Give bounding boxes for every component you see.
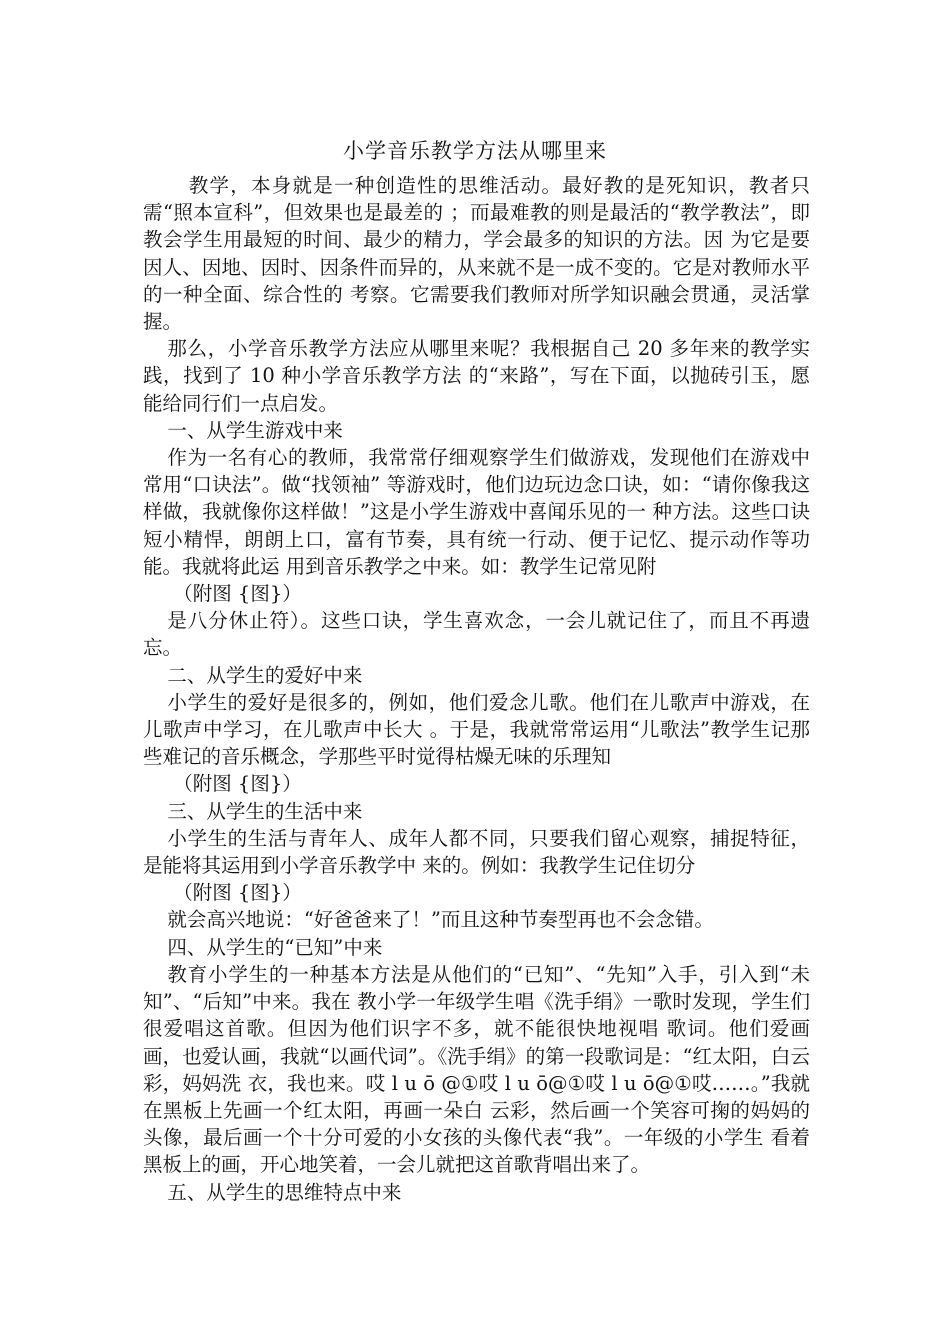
section-heading: 二、从学生的爱好中来 bbox=[167, 663, 363, 687]
figure-placeholder: （附图 {图}） bbox=[173, 582, 302, 606]
paragraph: 教育小学生的一种基本方法是从他们的“已知”、“先知”入手，引入到“未知”、“后知”中来。我在 教小学一年级学生唱《洗手绢》一歌时发现，学生们很爱唱这首歌。但因为他们识字不多，就不能很快地视唱 歌词。他们爱画画，也爱认画，我就“以画代词”。《洗手绢》的第一段歌词是：“红太阳，白云彩，妈妈洗 衣，我也来。哎 l u ō @①哎 l u ō@①哎 l u ō@①哎……。”我就在黑板上先画一个红太阳，再画一朵白 云彩，然后画一个笑容可掬的妈妈的头像，最后画一个十分可爱的小女孩的头像代表“我”。一年级的小学生 看着黑板上的画，开心地笑着，一会儿就把这首歌背唱出来了。 bbox=[143, 962, 810, 1177]
paragraph: 小学生的生活与青年人、成年人都不同，只要我们留心观察，捕捉特征，是能将其运用到小学音乐教学中 来的。例如：我教学生记住切分 bbox=[143, 826, 810, 878]
paragraph: 小学生的爱好是很多的，例如，他们爱念儿歌。他们在儿歌声中游戏，在儿歌声中学习，在儿歌声中长大 。于是，我就常常运用“儿歌法”教学生记那些难记的音乐概念，学那些平时觉得枯燥无味的乐理知 bbox=[143, 690, 810, 769]
paragraph: 教学，本身就是一种创造性的思维活动。最好教的是死知识，教者只需“照本宣科”，但效果也是最差的 ；而最难教的则是最活的“教学教法”，即教会学生用最短的时间、最少的精力，学会最多的知识的方法。因 为它是要因人、因地、因时、因条件而异的，从来就不是一成不变的。它是对教师水平的一种全面、综合性的 考察。它需要我们教师对所学知识融会贯通，灵活掌握。 bbox=[143, 174, 810, 334]
section-heading: 五、从学生的思维特点中来 bbox=[167, 1180, 402, 1204]
paragraph: 是八分休止符）。这些口诀，学生喜欢念，一会儿就记住了，而且不再遗忘。 bbox=[143, 609, 810, 660]
document-title: 小学音乐教学方法从哪里来 bbox=[343, 139, 607, 163]
figure-placeholder: （附图 {图}） bbox=[173, 881, 302, 905]
figure-placeholder: （附图 {图}） bbox=[173, 772, 302, 796]
section-heading: 四、从学生的“已知”中来 bbox=[167, 935, 383, 959]
paragraph: 作为一名有心的教师，我常常仔细观察学生们做游戏，发现他们在游戏中常用“口诀法”。做“找领袖” 等游戏时，他们边玩边念口诀，如：“请你像我这样做，我就像你这样做！”这是小学生游戏中喜闻乐见的一 种方法。这些口诀短小精悍，朗朗上口，富有节奏，具有统一行动、便于记忆、提示动作等功能。我就将此运 用到音乐教学之中来。如：教学生记常见附 bbox=[143, 446, 810, 578]
document-body bbox=[143, 172, 810, 1206]
paragraph: 就会高兴地说：“好爸爸来了！”而且这种节奏型再也不会念错。 bbox=[167, 908, 714, 932]
paragraph: 那么，小学音乐教学方法应从哪里来呢？我根据自己 20 多年来的教学实践，找到了 10 种小学音乐教学方法 的“来路”，写在下面，以抛砖引玉，愿能给同行们一点启发。 bbox=[143, 337, 810, 415]
section-heading: 三、从学生的生活中来 bbox=[167, 799, 363, 823]
section-heading: 一、从学生游戏中来 bbox=[167, 418, 343, 442]
